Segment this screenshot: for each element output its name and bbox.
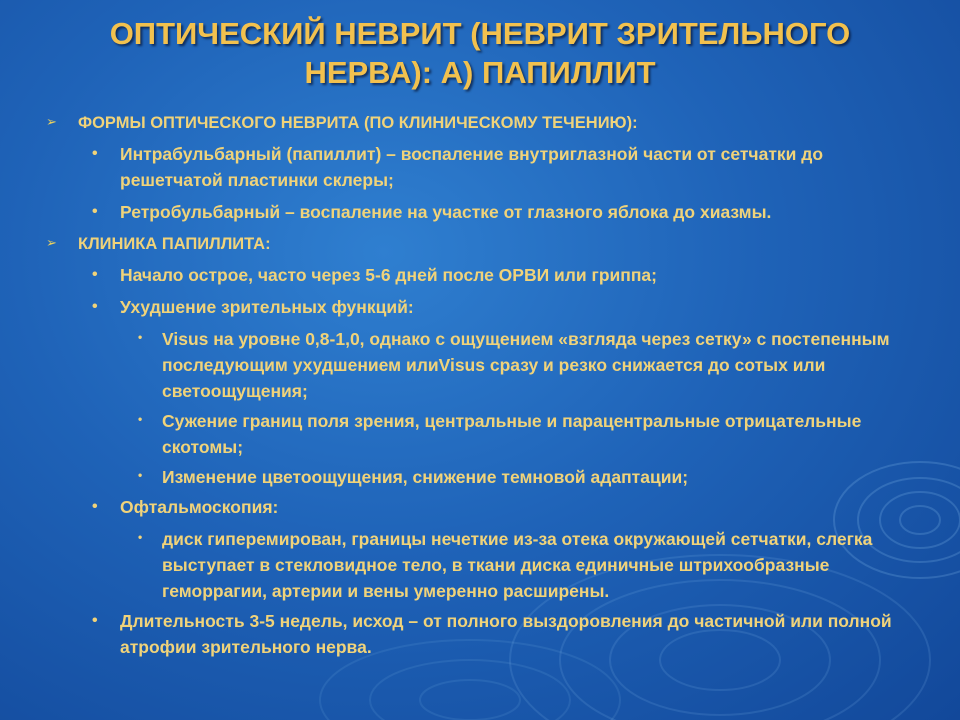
list-item: • Офтальмоскопия:: [0, 494, 900, 520]
slide-content: [0, 108, 960, 666]
bullet-icon: •: [92, 203, 98, 220]
list-item: • Ретробульбарный – воспаление на участке от глазного яблока до хиазмы.: [0, 199, 900, 225]
list-item: • Интрабульбарный (папиллит) – воспаление внутриглазной части от сетчатки до решетчатой пластинки склеры;: [0, 141, 900, 193]
bullet-icon: •: [92, 612, 98, 629]
bullet-icon: •: [92, 266, 98, 283]
bullet-icon: •: [138, 468, 143, 482]
list-item: • Ухудшение зрительных функций:: [0, 294, 900, 320]
sub-list-item: • диск гиперемирован, границы нечеткие из-за отека окружающей сетчатки, слегка выступает в стекловидное тело, в ткани диска единичные штрихообразные геморрагии, артерии и вены умеренно расширены.: [0, 526, 902, 604]
section-heading-forms: ➢ ФОРМЫ ОПТИЧЕСКОГО НЕВРИТА (ПО КЛИНИЧЕСКОМУ ТЕЧЕНИЮ):: [0, 110, 908, 135]
bullet-icon: •: [92, 498, 98, 515]
bullet-icon: •: [138, 530, 143, 544]
sub-list-item: • Сужение границ поля зрения, центральные и парацентральные отрицательные скотомы;: [0, 408, 902, 460]
arrow-bullet-icon: ➢: [46, 114, 57, 129]
slide-title-line-2: НЕРВА): А) ПАПИЛЛИТ: [304, 55, 656, 90]
slide-title-line-1: ОПТИЧЕСКИЙ НЕВРИТ (НЕВРИТ ЗРИТЕЛЬНОГО: [109, 16, 851, 51]
arrow-bullet-icon: ➢: [46, 235, 57, 250]
sub-list-item: • Visus на уровне 0,8-1,0, однако с ощущением «взгляда через сетку» с постепенным последующим ухудшением илиVisus сразу и резко снижается до сотых или светоощущения;: [0, 326, 902, 404]
section-heading-clinic: ➢ КЛИНИКА ПАПИЛЛИТА:: [0, 231, 908, 256]
list-item: • Начало острое, часто через 5-6 дней после ОРВИ или гриппа;: [0, 262, 900, 288]
bullet-icon: •: [138, 412, 143, 426]
bullet-icon: •: [92, 145, 98, 162]
bullet-icon: •: [138, 330, 143, 344]
slide-title: [40, 14, 920, 92]
bullet-icon: •: [92, 298, 98, 315]
sub-list-item: • Изменение цветоощущения, снижение темновой адаптации;: [0, 464, 902, 490]
list-item: • Длительность 3-5 недель, исход – от полного выздоровления до частичной или полной атрофии зрительного нерва.: [0, 608, 900, 660]
